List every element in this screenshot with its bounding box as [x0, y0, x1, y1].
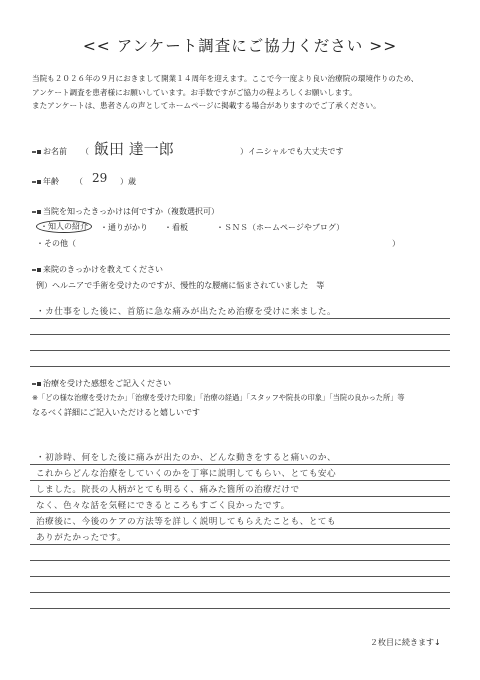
answer-line [30, 366, 450, 367]
continue-note: ２枚目に続きます↓ [370, 638, 441, 647]
q1-label: 当院を知ったきっかけは何ですか（複数選択可） [32, 206, 219, 217]
answer-line [30, 544, 450, 545]
bullet-icon [37, 210, 41, 214]
q3-answer-line[interactable]: ・初診時、何をした後に痛みが出たのか、どんな動きをすると痛いのか、 [36, 453, 337, 463]
answer-line [30, 496, 450, 497]
q3-answer-line[interactable]: 治療後に、今後のケアの方法等を詳しく説明してもらえたことも、とても [36, 517, 337, 527]
answer-line [30, 576, 450, 577]
q1-option-referral[interactable] [36, 221, 92, 232]
answer-line [30, 560, 450, 561]
bullet-icon [37, 268, 41, 272]
answer-line [30, 528, 450, 529]
name-field: お名前 （ [32, 146, 89, 157]
answer-line [30, 350, 450, 351]
q2-label: 来院のきっかけを教えてください [32, 264, 163, 275]
age-unit: ）歳 [120, 177, 136, 186]
q3-hint: ※「どの様な治療を受けたか」「治療を受けた印象」「治療の経過」「スタッフや院長の印象」「当院の良かった所」等 [32, 393, 405, 402]
intro-line: アンケート調査を患者様にお願いしています。お手数ですがご協力の程よろしくお願いします。 [32, 87, 357, 97]
age-field: 年齢 （ [32, 176, 83, 187]
q3-answer-line[interactable]: しました。院長の人柄がとても明るく、痛みた箇所の治療だけで [36, 485, 300, 495]
answer-line [30, 480, 450, 481]
bullet-icon [32, 269, 36, 271]
bullet-icon [32, 181, 36, 183]
selected-circle: ・知人の紹介 [36, 220, 92, 233]
answer-line [30, 592, 450, 593]
q3-label: 治療を受けた感想をご記入ください [32, 378, 171, 389]
answer-line [30, 318, 450, 319]
answer-line [30, 608, 450, 609]
q3-answer-line[interactable]: これからどんな治療をしていくのかを丁寧に説明してもらい、とても安心 [36, 469, 337, 479]
q3-hint: なるべく詳細にご記入いただけると嬉しいです [32, 408, 200, 417]
intro-line: またアンケートは、患者さんの声としてホームページに掲載する場合がありますのでご了承ください。 [32, 101, 381, 110]
q3-answer-line[interactable]: なく、色々な話を気軽にできるところもすごく良かったです。 [36, 501, 290, 511]
bullet-icon [37, 150, 41, 154]
intro-text [32, 72, 418, 113]
q1-option-other[interactable]: ・その他（ [36, 239, 76, 248]
name-label: お名前 [43, 147, 67, 156]
name-value[interactable]: 飯田 達一郎 [94, 140, 174, 158]
bullet-icon [37, 180, 41, 184]
bullet-icon [32, 383, 36, 385]
answer-line [30, 464, 450, 465]
q1-option-sign[interactable]: ・看板 [164, 223, 188, 232]
answer-line [30, 512, 450, 513]
q1-option-passing[interactable]: ・通りがかり [100, 223, 148, 232]
bullet-icon [37, 382, 41, 386]
q3-answer-line[interactable]: ありがたかったです。 [36, 533, 127, 543]
age-value[interactable]: 29 [92, 171, 108, 185]
intro-line: 当院も２０２６年の９月におきまして開業１４周年を迎えます。ここで今一度より良い治療院の環境作りのため、 [32, 74, 419, 83]
q1-other-close: ） [392, 239, 400, 248]
q2-example: 例）ヘルニアで手術を受けたのですが、慢性的な腰痛に悩まされていました 等 [36, 281, 325, 290]
page-title: << アンケート調査にご協力ください >> [82, 37, 398, 55]
bullet-icon [32, 151, 36, 153]
answer-line [30, 334, 450, 335]
q1-option-sns[interactable]: ・ＳＮＳ（ホームページやブログ） [216, 223, 345, 232]
q2-answer[interactable]: ・カ仕事をした後に、首筋に急な痛みが出たため治療を受けに来ました。 [36, 307, 337, 317]
age-label: 年齢 [43, 177, 59, 186]
name-note: ）イニシャルでも大丈夫です [240, 147, 344, 156]
bullet-icon [32, 211, 36, 213]
